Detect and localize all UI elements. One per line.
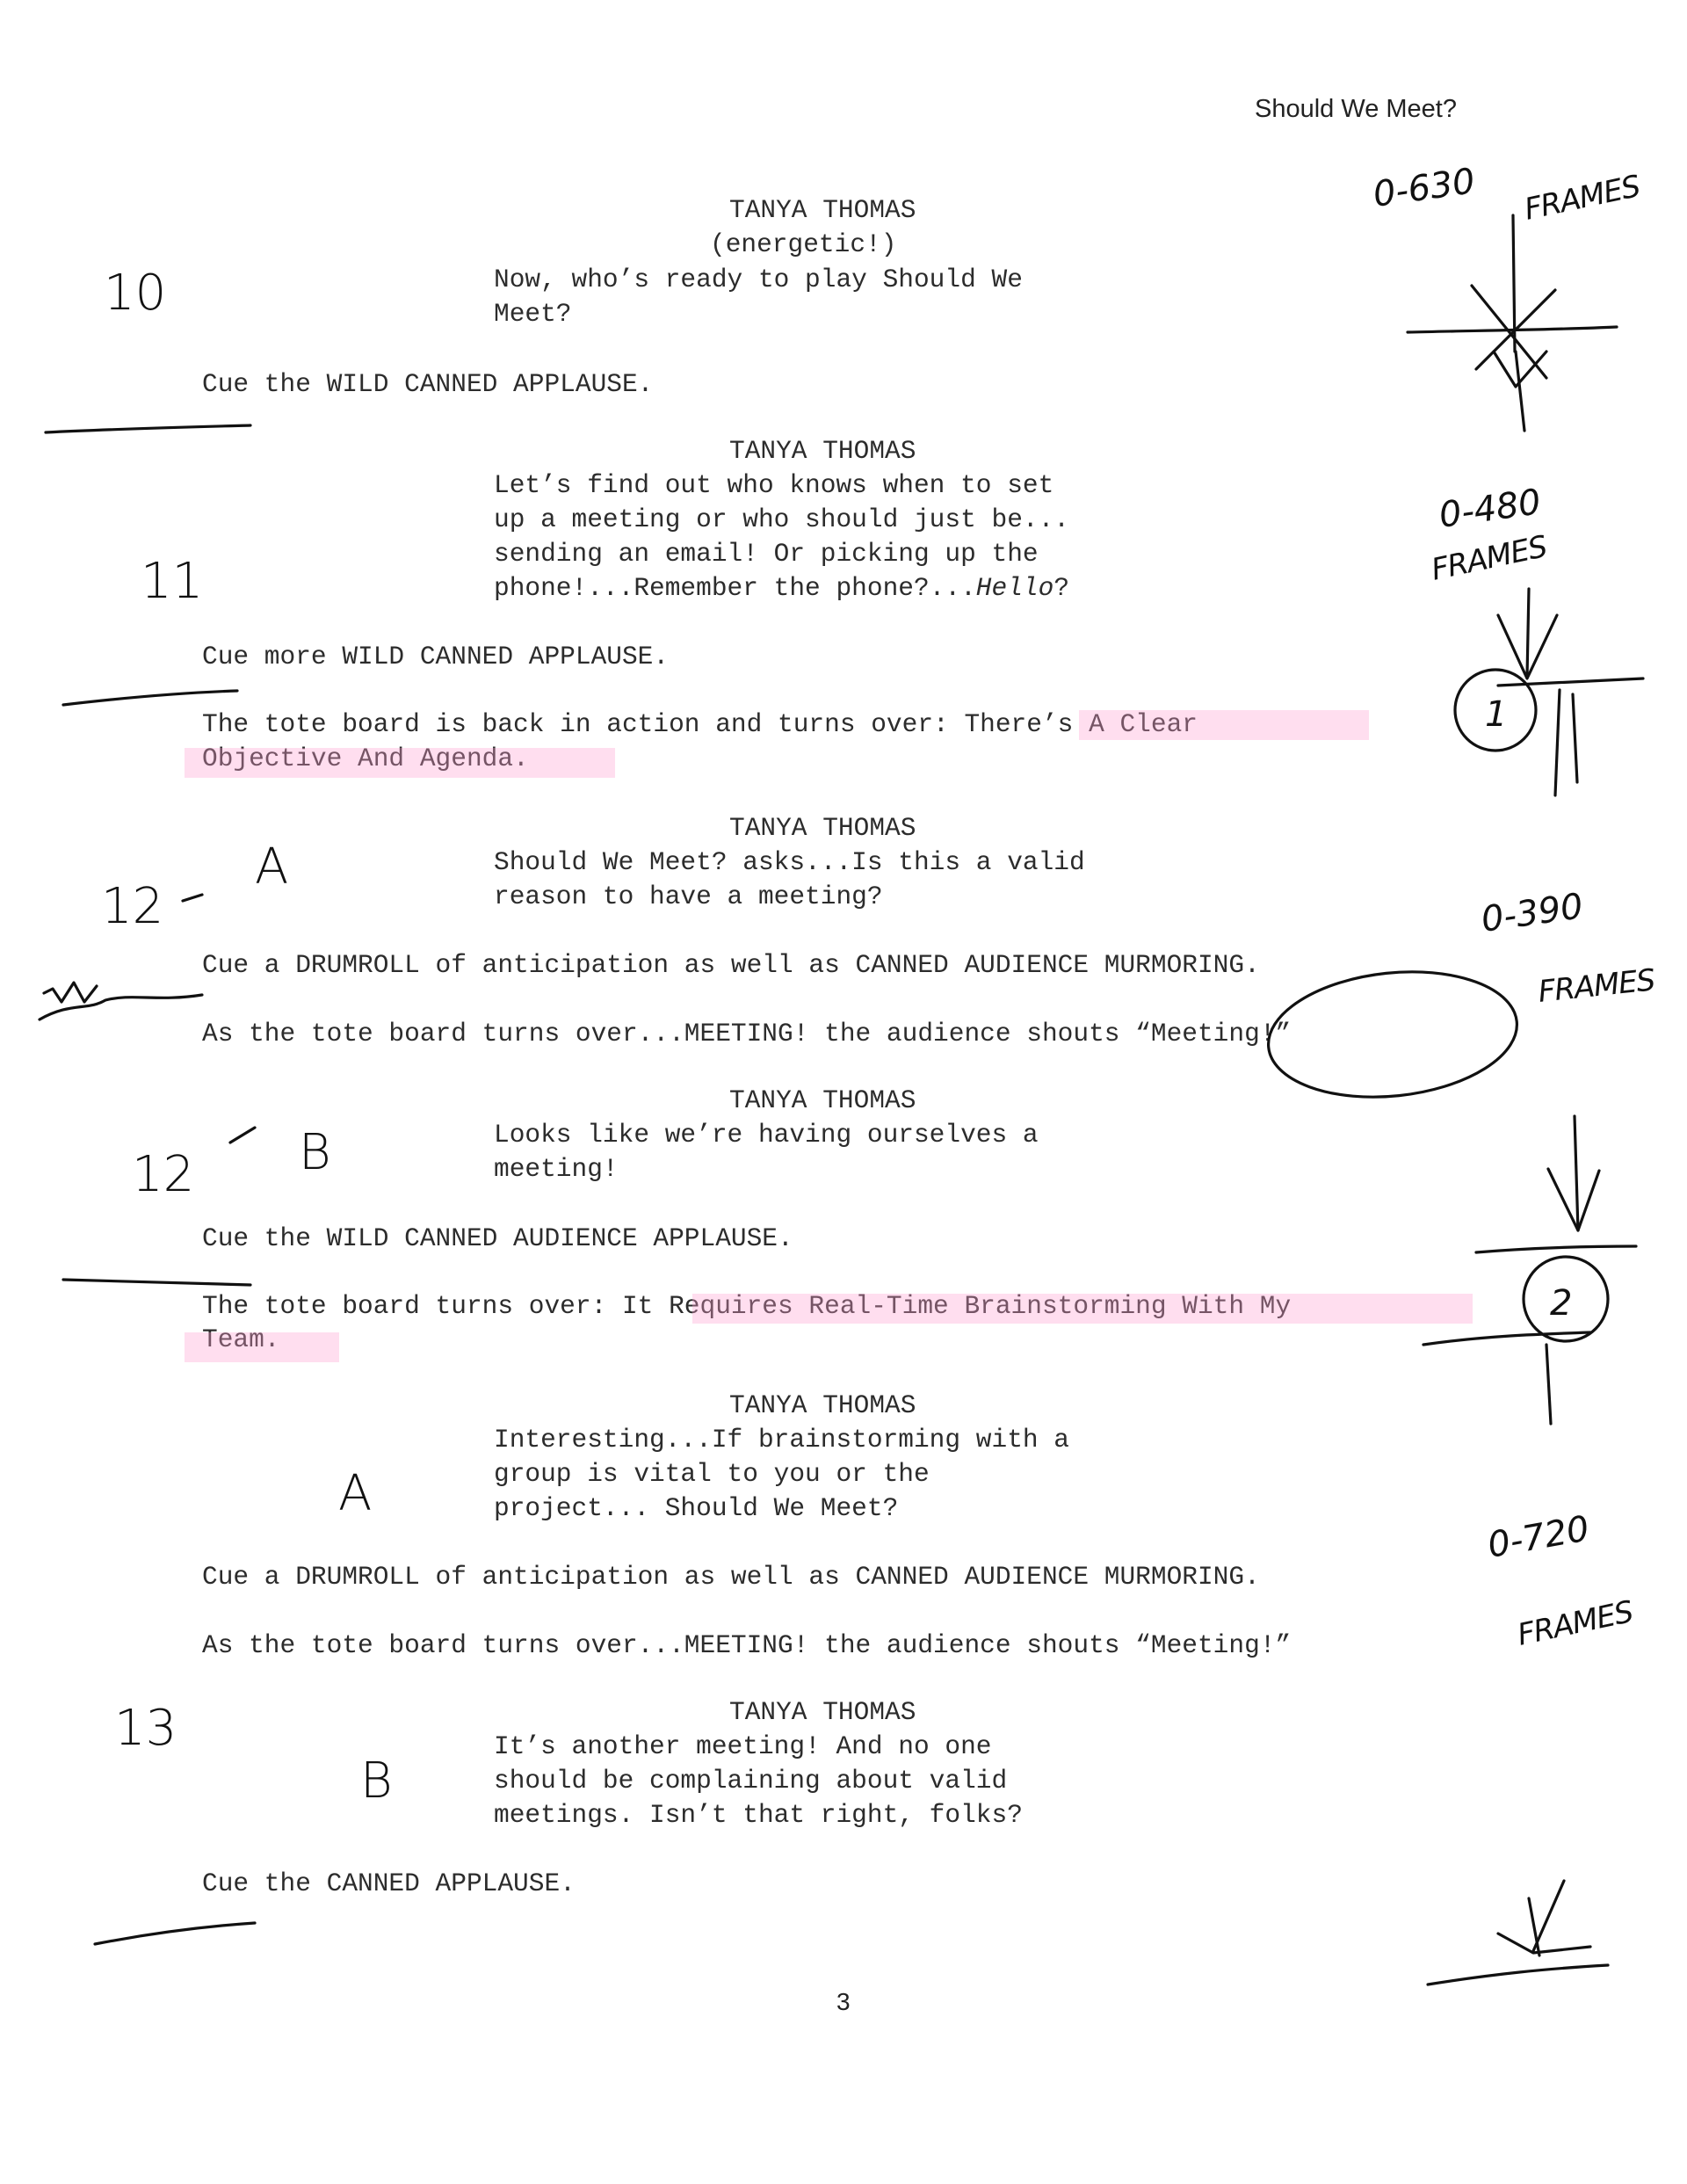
page-number: 3 — [836, 1988, 851, 2015]
character-name: TANYA THOMAS — [729, 1085, 916, 1115]
shot-number-12b: 12 — [132, 1146, 195, 1203]
shot-letter-13a: A — [338, 1465, 373, 1522]
timeline-arrow — [1498, 678, 1643, 686]
dialogue-line: up a meeting or who should just be... — [494, 504, 1070, 534]
timeline-arrow — [1516, 352, 1524, 431]
timeline-arrow — [1529, 1898, 1539, 1955]
marker-1-label: 1 — [1485, 694, 1508, 735]
highlight-mark — [1079, 710, 1369, 740]
timeline-arrow — [1408, 327, 1617, 332]
scribble-mark — [44, 983, 97, 1002]
dialogue-line: meetings. Isn’t that right, folks? — [494, 1800, 1023, 1830]
action-line: As the tote board turns over...MEETING! the audience shouts “Meeting!” — [202, 1630, 1292, 1660]
frames-label-note: FRAMES — [1428, 529, 1550, 588]
timeline-arrow — [1498, 615, 1557, 678]
timeline-arrow — [1575, 1116, 1578, 1230]
dialogue-line: Interesting...If brainstorming with a — [494, 1425, 1070, 1455]
action-line: Cue a DRUMROLL of anticipation as well as CANNED AUDIENCE MURMORING. — [202, 1562, 1260, 1592]
shot-number-10: 10 — [104, 265, 167, 322]
action-line: Cue more WILD CANNED APPLAUSE. — [202, 642, 670, 671]
action-line: The tote board is back in action and turns over: There’s A Clear — [202, 709, 1198, 739]
action-line: As the tote board turns over...MEETING! the audience shouts “Meeting!” — [202, 1019, 1292, 1048]
timeline-arrow — [1476, 290, 1555, 369]
character-name: TANYA THOMAS — [729, 195, 916, 225]
timeline-arrow — [1513, 215, 1515, 352]
highlight-mark — [185, 1332, 339, 1362]
character-name: TANYA THOMAS — [729, 1697, 916, 1727]
emphasis-text: Hello — [975, 573, 1054, 603]
marker-2-label: 2 — [1550, 1283, 1573, 1324]
pen-tick — [230, 1128, 255, 1143]
dialogue-line: Should We Meet? asks...Is this a valid — [494, 847, 1085, 877]
dialogue-line: sending an email! Or picking up the — [494, 539, 1039, 569]
timeline-arrow — [1428, 1965, 1608, 1984]
timeline-arrow — [1423, 1332, 1590, 1345]
parenthetical: (energetic!) — [710, 229, 897, 259]
shot-letter-12b: B — [299, 1124, 331, 1181]
timeline-arrow — [1548, 1169, 1599, 1230]
scribble-mark — [40, 995, 202, 1019]
action-line: Cue the WILD CANNED AUDIENCE APPLAUSE. — [202, 1223, 793, 1253]
shot-letter-12a: A — [255, 838, 289, 896]
timeline-arrow — [1476, 1246, 1636, 1252]
dialogue-line: Let’s find out who knows when to set — [494, 470, 1054, 500]
frames-label-note: FRAMES — [1536, 962, 1657, 1010]
pen-tick — [183, 895, 202, 901]
highlight-mark — [185, 748, 615, 778]
dialogue-line: It’s another meeting! And no one — [494, 1731, 992, 1761]
shot-number-12: 12 — [101, 878, 164, 935]
frames-range-note: 0-720 — [1484, 1508, 1593, 1566]
highlight-mark — [692, 1294, 1473, 1324]
page-header-title: Should We Meet? — [1255, 95, 1457, 123]
timeline-arrow — [1494, 352, 1546, 387]
dialogue-line: Now, who’s ready to play Should We — [494, 265, 1023, 294]
action-line: The tote board turns over: It Requires Real-Time Brainstorming With My — [202, 1291, 1292, 1321]
character-name: TANYA THOMAS — [729, 1390, 916, 1420]
frames-range-note: 0-630 — [1370, 161, 1478, 215]
circled-marker-1 — [1455, 670, 1536, 751]
character-name: TANYA THOMAS — [729, 813, 916, 843]
shot-letter-13b: B — [360, 1752, 393, 1810]
action-line: Objective And Agenda. — [202, 744, 529, 773]
dialogue-line: meeting! — [494, 1154, 619, 1184]
timeline-arrow — [1533, 1881, 1564, 1951]
dialogue-line: phone!...Remember the phone?...Hello? — [494, 573, 1070, 603]
dialogue-line: group is vital to you or the — [494, 1459, 930, 1489]
circled-marker-2 — [1524, 1257, 1608, 1341]
frames-range-note: 0-480 — [1436, 482, 1544, 536]
shot-divider-line — [95, 1923, 255, 1944]
dialogue-line: Meet? — [494, 299, 572, 329]
frames-label-note: FRAMES — [1521, 169, 1643, 228]
frames-range-note: 0-390 — [1478, 886, 1586, 940]
shot-divider-line — [46, 425, 250, 432]
shot-number-11: 11 — [141, 553, 204, 610]
action-line: Team. — [202, 1324, 280, 1354]
timeline-arrow — [1498, 1934, 1590, 1953]
action-line: Cue the WILD CANNED APPLAUSE. — [202, 369, 654, 399]
timeline-arrow — [1573, 694, 1577, 782]
dialogue-line: Looks like we’re having ourselves a — [494, 1120, 1039, 1150]
circle-meeting-shout — [1262, 961, 1523, 1109]
shot-divider-line — [63, 691, 237, 705]
character-name: TANYA THOMAS — [729, 436, 916, 466]
timeline-arrow — [1555, 690, 1560, 795]
timeline-arrow — [1472, 286, 1546, 378]
dialogue-line: should be complaining about valid — [494, 1766, 1008, 1796]
frames-label-note: FRAMES — [1514, 1594, 1636, 1653]
action-line: Cue a DRUMROLL of anticipation as well as CANNED AUDIENCE MURMORING. — [202, 950, 1260, 980]
shot-number-13: 13 — [114, 1700, 177, 1757]
dialogue-line: project... Should We Meet? — [494, 1493, 899, 1523]
timeline-arrow — [1527, 589, 1529, 677]
shot-divider-line — [63, 1280, 250, 1285]
dialogue-line: reason to have a meeting? — [494, 882, 883, 911]
action-line: Cue the CANNED APPLAUSE. — [202, 1868, 576, 1898]
timeline-arrow — [1546, 1345, 1551, 1424]
